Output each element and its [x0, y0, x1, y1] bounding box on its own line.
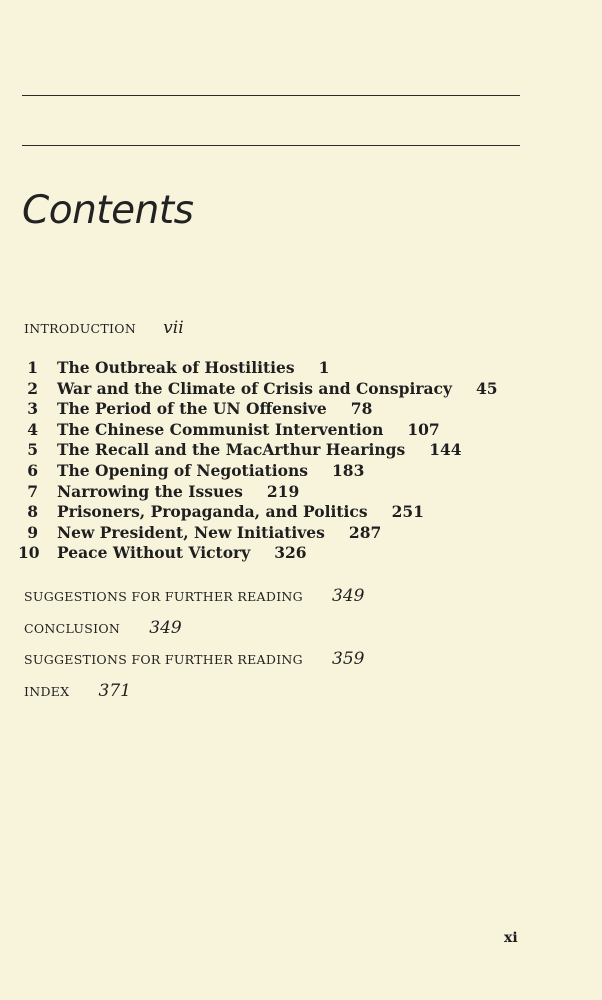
entry-label: INTRODUCTION — [24, 321, 137, 336]
entry-label: SUGGESTIONS FOR FURTHER READING — [24, 589, 303, 604]
chapter-entry — [18, 482, 498, 503]
toc-entry-introduction — [24, 318, 184, 338]
chapter-number: 7 — [27, 481, 38, 501]
toc-entry-index — [24, 681, 131, 701]
chapter-title: Peace Without Victory — [57, 543, 251, 563]
chapter-entry — [18, 399, 498, 420]
chapter-number: 2 — [27, 378, 38, 398]
chapter-page: 107 — [407, 419, 440, 439]
toc-entry-further-reading — [24, 586, 365, 606]
entry-page: 349 — [332, 586, 365, 606]
chapter-page: 219 — [266, 481, 300, 501]
page-title: Contents — [22, 188, 194, 233]
chapter-entry — [18, 358, 498, 379]
chapter-entry — [18, 379, 498, 400]
chapter-page: 183 — [332, 460, 365, 480]
top-rule — [22, 95, 520, 96]
chapter-number: 3 — [27, 399, 38, 419]
chapter-title: The Chinese Communist Intervention — [57, 419, 384, 439]
chapter-title: War and the Climate of Crisis and Conspiracy — [57, 378, 453, 398]
chapter-title: Prisoners, Propaganda, and Politics — [57, 502, 368, 522]
chapter-number: 8 — [27, 502, 38, 522]
entry-page: vii — [163, 318, 184, 338]
entry-label: CONCLUSION — [24, 621, 121, 636]
chapter-number: 6 — [27, 460, 38, 480]
chapter-page: 144 — [429, 440, 462, 460]
toc-entry-further-reading — [24, 649, 365, 669]
chapter-title: The Opening of Negotiations — [57, 460, 309, 480]
chapter-page: 78 — [350, 399, 373, 419]
chapter-entry — [18, 502, 498, 523]
chapter-number: 9 — [27, 522, 38, 542]
chapter-list — [18, 358, 498, 564]
entry-page: 371 — [98, 681, 131, 701]
entry-label: INDEX — [24, 684, 70, 699]
chapter-number: 1 — [27, 358, 38, 377]
chapter-number: 5 — [27, 440, 38, 460]
entry-page: 359 — [332, 649, 365, 669]
toc-entry-conclusion — [24, 618, 182, 638]
chapter-page: 1 — [318, 358, 330, 377]
page-number: xi — [504, 930, 518, 946]
chapter-title: The Period of the UN Offensive — [57, 399, 327, 419]
chapter-number: 4 — [27, 419, 38, 439]
chapter-page: 251 — [391, 502, 424, 522]
chapter-page: 287 — [348, 522, 382, 542]
chapter-page: 326 — [274, 543, 307, 563]
chapter-entry — [18, 461, 498, 482]
chapter-title: Narrowing the Issues — [57, 481, 243, 501]
chapter-title: New President, New Initiatives — [57, 522, 325, 542]
chapter-number: 10 — [18, 543, 40, 563]
chapter-entry — [18, 543, 498, 564]
chapter-page: 45 — [476, 378, 498, 398]
entry-page: 349 — [149, 618, 182, 638]
chapter-entry — [18, 420, 498, 441]
chapter-entry — [18, 523, 498, 544]
chapter-entry — [18, 440, 498, 461]
entry-label: SUGGESTIONS FOR FURTHER READING — [24, 652, 303, 667]
chapter-title: The Outbreak of Hostilities — [57, 358, 295, 377]
chapter-title: The Recall and the MacArthur Hearings — [57, 440, 406, 460]
second-rule — [22, 145, 520, 146]
